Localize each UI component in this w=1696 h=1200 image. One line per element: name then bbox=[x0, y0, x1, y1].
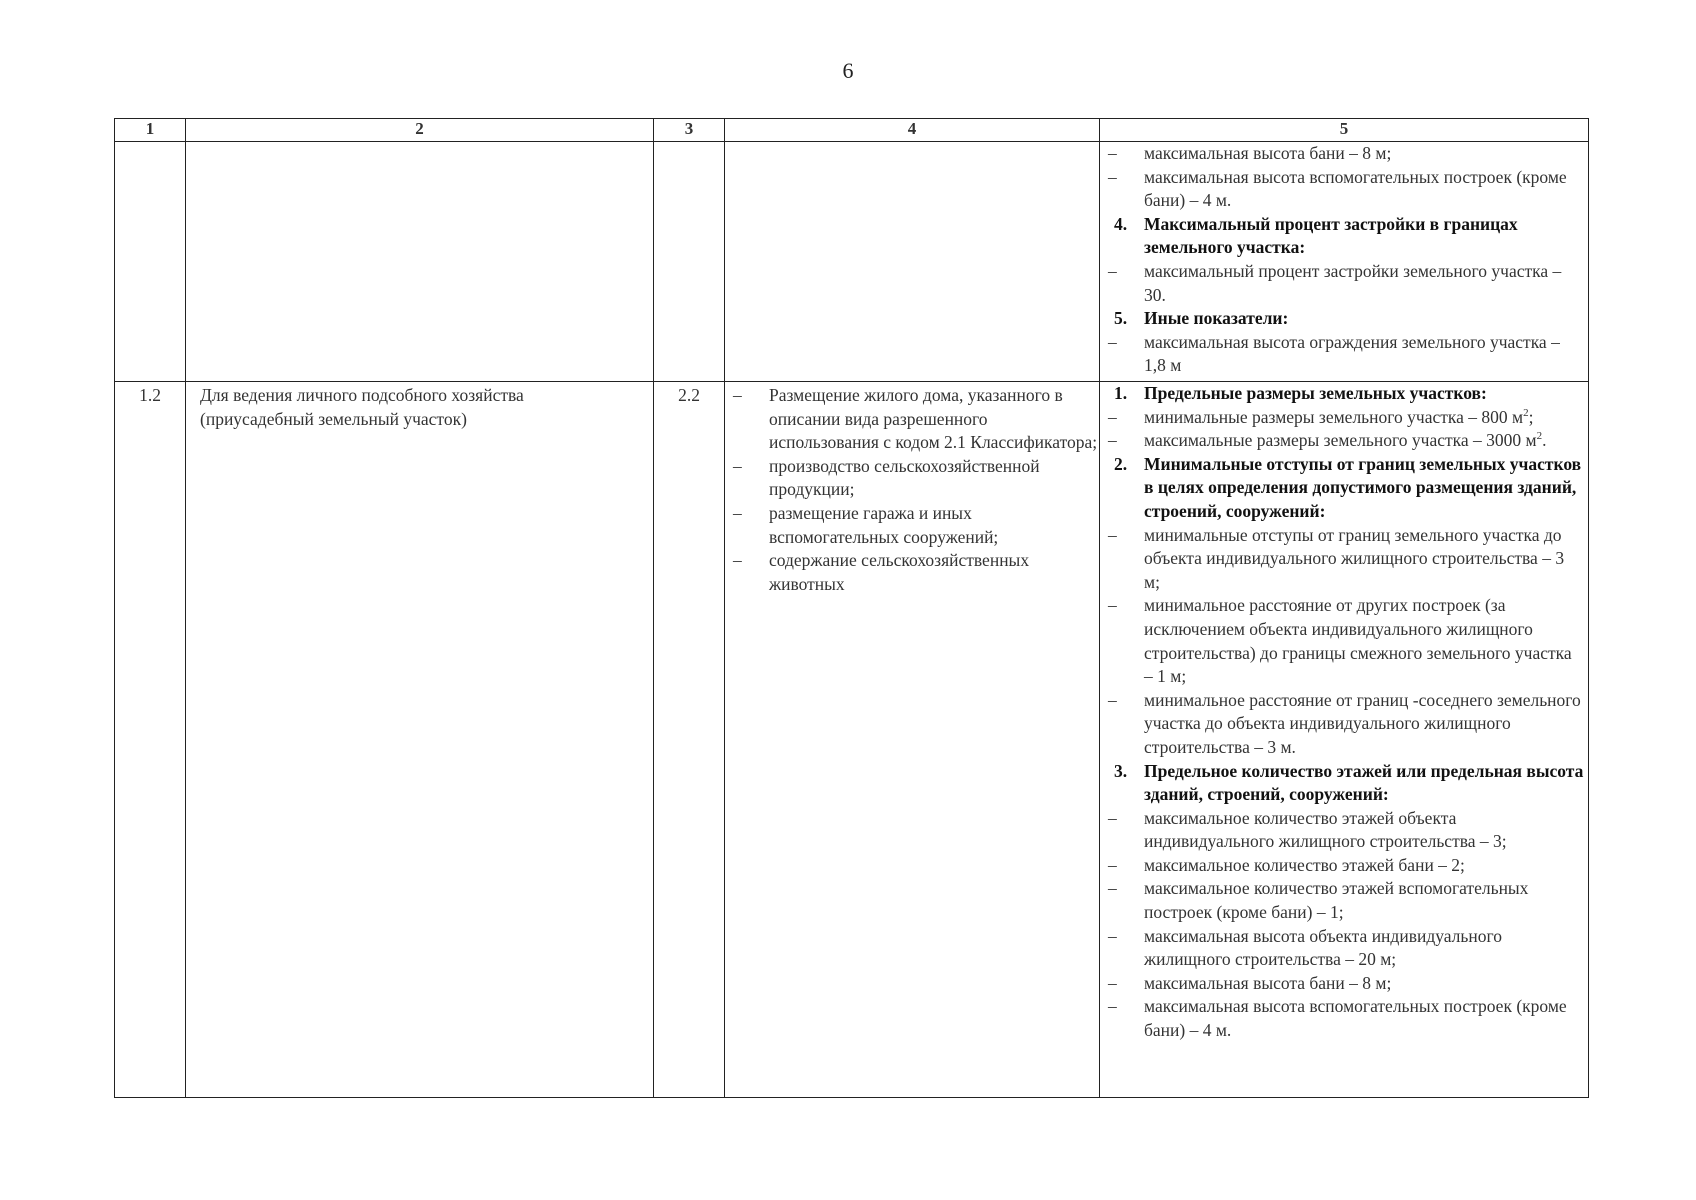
item-text-main: минимальное расстояние от других построек (за исключением объекта индивидуального жилищного строительства) до границы смежного земельного участка – 1 м; bbox=[1144, 595, 1572, 687]
item-text: содержание сельскохозяйственных животных bbox=[769, 550, 1030, 594]
list-item bbox=[725, 384, 1099, 455]
item-text bbox=[1144, 382, 1584, 406]
dash-marker: – bbox=[1108, 972, 1117, 993]
table-row bbox=[115, 142, 1589, 382]
item-text-main: Иные показатели: bbox=[1144, 308, 1289, 329]
list-item bbox=[1100, 406, 1584, 430]
item-text bbox=[1144, 429, 1584, 453]
list-item bbox=[1100, 594, 1584, 688]
item-text bbox=[1144, 331, 1584, 378]
parameters-list bbox=[1100, 382, 1588, 1043]
item-text-main: Предельные размеры земельных участков: bbox=[1144, 383, 1487, 403]
item-text bbox=[1144, 307, 1584, 331]
description-list bbox=[725, 382, 1099, 596]
dash-marker: – bbox=[733, 550, 742, 571]
item-text-main: Предельное количество этажей или предельная высота зданий, строений, сооружений: bbox=[1144, 760, 1584, 805]
list-item bbox=[1100, 807, 1584, 854]
item-text-main: Максимальный процент застройки в границах земельного участка: bbox=[1144, 213, 1518, 258]
item-text bbox=[1144, 406, 1584, 430]
dash-marker: – bbox=[1108, 166, 1117, 187]
row2-description bbox=[725, 382, 1100, 1098]
list-item bbox=[1100, 925, 1584, 972]
list-item bbox=[1100, 854, 1584, 878]
column-header-4: 4 bbox=[725, 119, 1100, 142]
item-text bbox=[1144, 524, 1584, 595]
row2-code: 2.2 bbox=[654, 382, 725, 1098]
item-text bbox=[1144, 453, 1584, 524]
row1-cell-3 bbox=[654, 142, 725, 382]
dash-marker: – bbox=[1108, 996, 1117, 1017]
dash-marker: – bbox=[1108, 524, 1117, 545]
row2-use-type: Для ведения личного подсобного хозяйства (приусадебный земельный участок) bbox=[186, 382, 654, 1098]
item-text bbox=[1144, 260, 1584, 307]
item-text-main: максимальный процент застройки земельного участка – 30. bbox=[1144, 260, 1562, 305]
section-heading bbox=[1100, 307, 1584, 331]
item-text bbox=[1144, 142, 1584, 166]
section-number: 4. bbox=[1114, 213, 1128, 234]
item-text: размещение гаража и иных вспомогательных сооружений; bbox=[769, 502, 999, 547]
item-text-suffix: . bbox=[1542, 430, 1547, 451]
list-item bbox=[725, 502, 1099, 549]
list-item bbox=[1100, 995, 1584, 1042]
dash-marker: – bbox=[1108, 331, 1117, 352]
list-item bbox=[725, 455, 1099, 502]
section-number: 5. bbox=[1114, 308, 1128, 329]
item-text-suffix: ; bbox=[1528, 406, 1534, 427]
dash-marker: – bbox=[1108, 260, 1117, 281]
item-text-main: минимальное расстояние от границ -соседнего земельного участка до объекта индивидуального жилищного строительства – 3 м. bbox=[1144, 689, 1581, 757]
list-item bbox=[1100, 166, 1584, 213]
row2-number: 1.2 bbox=[115, 382, 186, 1098]
item-text: Размещение жилого дома, указанного в описании вида разрешенного использования с кодом 2.1 Классификатора; bbox=[769, 385, 1098, 453]
item-text-main: максимальное количество этажей вспомогательных построек (кроме бани) – 1; bbox=[1144, 878, 1529, 923]
regulations-table bbox=[114, 118, 1589, 1098]
item-text bbox=[1144, 995, 1584, 1042]
section-number: 2. bbox=[1114, 453, 1128, 474]
dash-marker: – bbox=[1108, 689, 1117, 710]
item-text-main: максимальная высота бани – 8 м; bbox=[1144, 972, 1392, 993]
table-header-row bbox=[115, 119, 1589, 142]
item-text-main: максимальные размеры земельного участка – 3000 м bbox=[1144, 430, 1537, 451]
item-text bbox=[1144, 594, 1584, 688]
item-text bbox=[1144, 213, 1584, 260]
list-item bbox=[1100, 689, 1584, 760]
list-item bbox=[1100, 877, 1584, 924]
superscript: 2 bbox=[1523, 406, 1529, 419]
list-item bbox=[1100, 972, 1584, 996]
column-header-1: 1 bbox=[115, 119, 186, 142]
item-text-main: максимальная высота объекта индивидуального жилищного строительства – 20 м; bbox=[1144, 925, 1502, 970]
dash-marker: – bbox=[1108, 406, 1117, 427]
list-item bbox=[1100, 331, 1584, 378]
list-item bbox=[1100, 524, 1584, 595]
dash-marker: – bbox=[733, 502, 742, 523]
item-text bbox=[1144, 925, 1584, 972]
item-text-main: максимальная высота вспомогательных построек (кроме бани) – 4 м. bbox=[1144, 166, 1567, 211]
row1-cell-5 bbox=[1100, 142, 1589, 382]
section-number: 3. bbox=[1114, 760, 1128, 781]
dash-marker: – bbox=[1108, 807, 1117, 828]
item-text-main: максимальное количество этажей бани – 2; bbox=[1144, 854, 1465, 875]
superscript: 2 bbox=[1536, 430, 1543, 443]
page-number: 6 bbox=[842, 58, 854, 83]
item-text-main: минимальные отступы от границ земельного участка до объекта индивидуального жилищного строительства – 3 м; bbox=[1144, 524, 1565, 592]
list-item bbox=[1100, 429, 1584, 453]
table-row bbox=[115, 382, 1589, 1098]
section-heading bbox=[1100, 760, 1584, 807]
column-header-3: 3 bbox=[654, 119, 725, 142]
row2-parameters bbox=[1100, 382, 1589, 1098]
row1-cell-1 bbox=[115, 142, 186, 382]
parameters-list bbox=[1100, 142, 1588, 378]
dash-marker: – bbox=[1108, 430, 1117, 451]
list-item bbox=[1100, 260, 1584, 307]
item-text bbox=[1144, 760, 1584, 807]
item-text-main: Минимальные отступы от границ земельных участков в целях определения допустимого размещения зданий, строений, сооружений: bbox=[1144, 453, 1582, 521]
item-text bbox=[1144, 807, 1584, 854]
column-header-2: 2 bbox=[186, 119, 654, 142]
row1-cell-2 bbox=[186, 142, 654, 382]
section-heading bbox=[1100, 382, 1584, 406]
item-text-main: максимальная высота бани – 8 м; bbox=[1144, 143, 1392, 163]
item-text bbox=[1144, 689, 1584, 760]
column-header-5: 5 bbox=[1100, 119, 1589, 142]
item-text-main: максимальное количество этажей объекта индивидуального жилищного строительства – 3; bbox=[1144, 807, 1507, 852]
dash-marker: – bbox=[1108, 854, 1117, 875]
item-text-main: минимальные размеры земельного участка – 800 м bbox=[1144, 406, 1524, 427]
dash-marker: – bbox=[1108, 878, 1117, 899]
section-heading bbox=[1100, 213, 1584, 260]
dash-marker: – bbox=[733, 455, 742, 476]
item-text-main: максимальная высота вспомогательных построек (кроме бани) – 4 м. bbox=[1144, 996, 1567, 1041]
item-text-main: максимальная высота ограждения земельного участка – 1,8 м bbox=[1144, 331, 1560, 376]
section-number: 1. bbox=[1114, 383, 1128, 403]
dash-marker: – bbox=[1108, 595, 1117, 616]
list-item bbox=[1100, 142, 1584, 166]
row1-cell-4 bbox=[725, 142, 1100, 382]
item-text bbox=[1144, 854, 1584, 878]
item-text bbox=[1144, 972, 1584, 996]
item-text bbox=[1144, 877, 1584, 924]
dash-marker: – bbox=[733, 385, 742, 405]
item-text: производство сельскохозяйственной продукции; bbox=[769, 455, 1040, 500]
item-text bbox=[1144, 166, 1584, 213]
list-item bbox=[725, 549, 1099, 596]
dash-marker: – bbox=[1108, 925, 1117, 946]
section-heading bbox=[1100, 453, 1584, 524]
dash-marker: – bbox=[1108, 143, 1117, 163]
